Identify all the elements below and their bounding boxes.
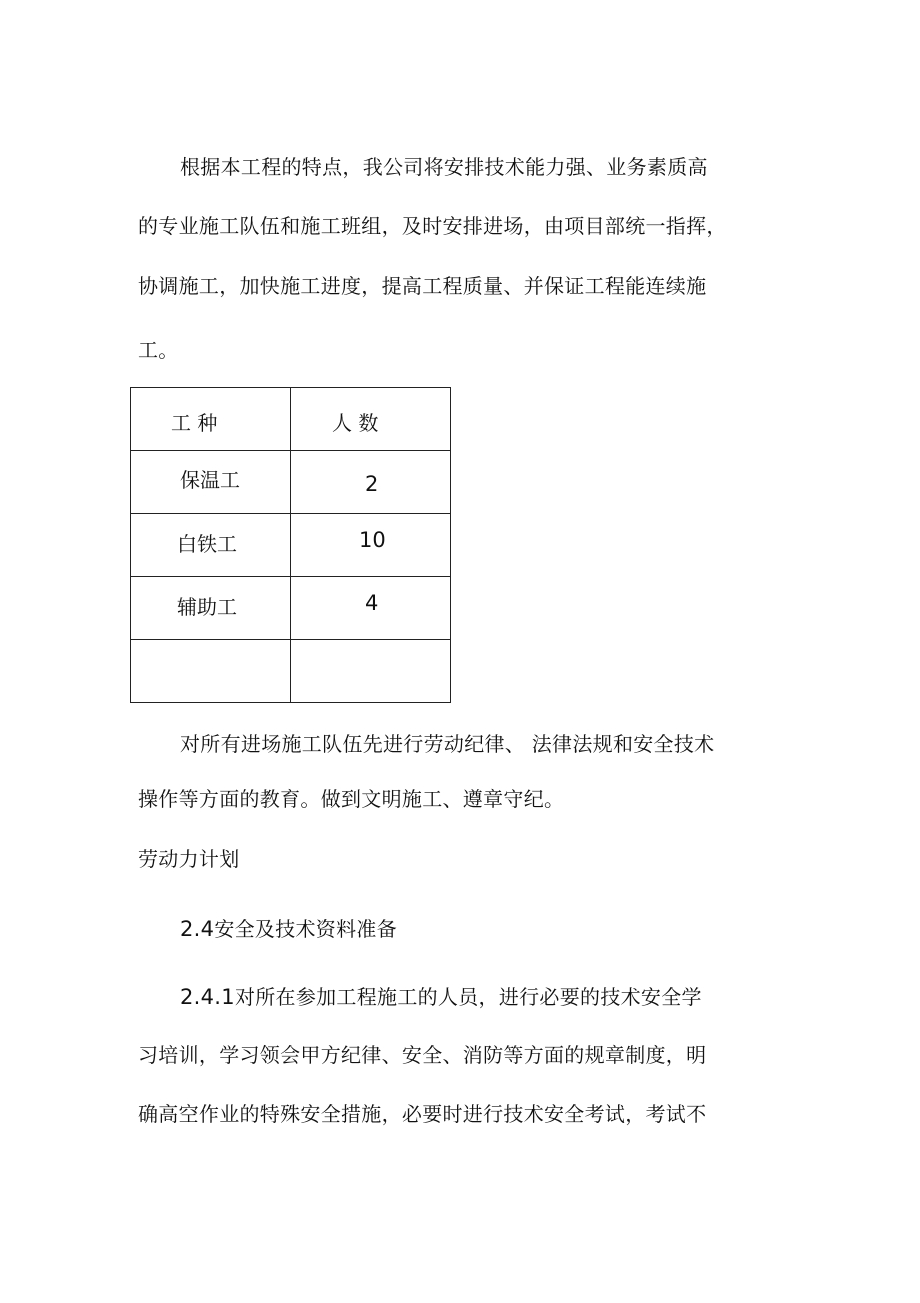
table-header-row: [131, 388, 451, 451]
table-row-empty: [131, 640, 451, 703]
trade-cell: [131, 577, 291, 640]
trade-name: 白铁工: [177, 532, 237, 556]
section-heading: [180, 915, 397, 943]
subsection-number: 2.4.1: [180, 985, 235, 1009]
trade-cell: [131, 640, 291, 703]
intro-line-1: 根据本工程的特点，我公司将安排技术能力强、业务素质高: [180, 155, 708, 179]
intro-line-4: 工。: [138, 338, 179, 362]
intro-line-3: 协调施工，加快施工进度，提高工程质量、并保证工程能连续施: [138, 274, 707, 298]
count-cell: [291, 514, 451, 577]
labor-plan-table: [130, 387, 451, 703]
table-row: [131, 451, 451, 514]
count-cell: [291, 577, 451, 640]
subsection-line-1: [180, 983, 702, 1011]
count-cell: [291, 451, 451, 514]
education-line-1: 对所有进场施工队伍先进行劳动纪律、 法律法规和安全技术: [180, 732, 715, 756]
count-cell: [291, 640, 451, 703]
subsection-text-1: 对所在参加工程施工的人员，进行必要的技术安全学: [234, 985, 702, 1009]
table-caption: 劳动力计划: [138, 847, 240, 871]
table-row: [131, 514, 451, 577]
trade-name: 辅助工: [177, 595, 237, 619]
intro-line-2: 的专业施工队伍和施工班组，及时安排进场，由项目部统一指挥，: [138, 214, 727, 238]
subsection-line-2: 习培训，学习领会甲方纪律、安全、消防等方面的规章制度，明: [138, 1043, 707, 1067]
worker-count: 4: [365, 591, 379, 615]
worker-count: 2: [365, 472, 379, 496]
trade-name: 保温工: [180, 468, 240, 492]
education-line-2: 操作等方面的教育。做到文明施工、遵章守纪。: [138, 787, 565, 811]
trade-cell: [131, 514, 291, 577]
subsection-line-3: 确高空作业的特殊安全措施，必要时进行技术安全考试，考试不: [138, 1102, 707, 1126]
header-count-label: 人 数: [332, 411, 379, 435]
section-title: 安全及技术资料准备: [214, 917, 398, 941]
trade-cell: [131, 451, 291, 514]
section-number: 2.4: [180, 917, 215, 941]
header-cell-count: [291, 388, 451, 451]
table-row: [131, 577, 451, 640]
header-cell-trade: [131, 388, 291, 451]
worker-count: 10: [359, 528, 386, 552]
header-trade-label: 工 种: [171, 411, 218, 435]
